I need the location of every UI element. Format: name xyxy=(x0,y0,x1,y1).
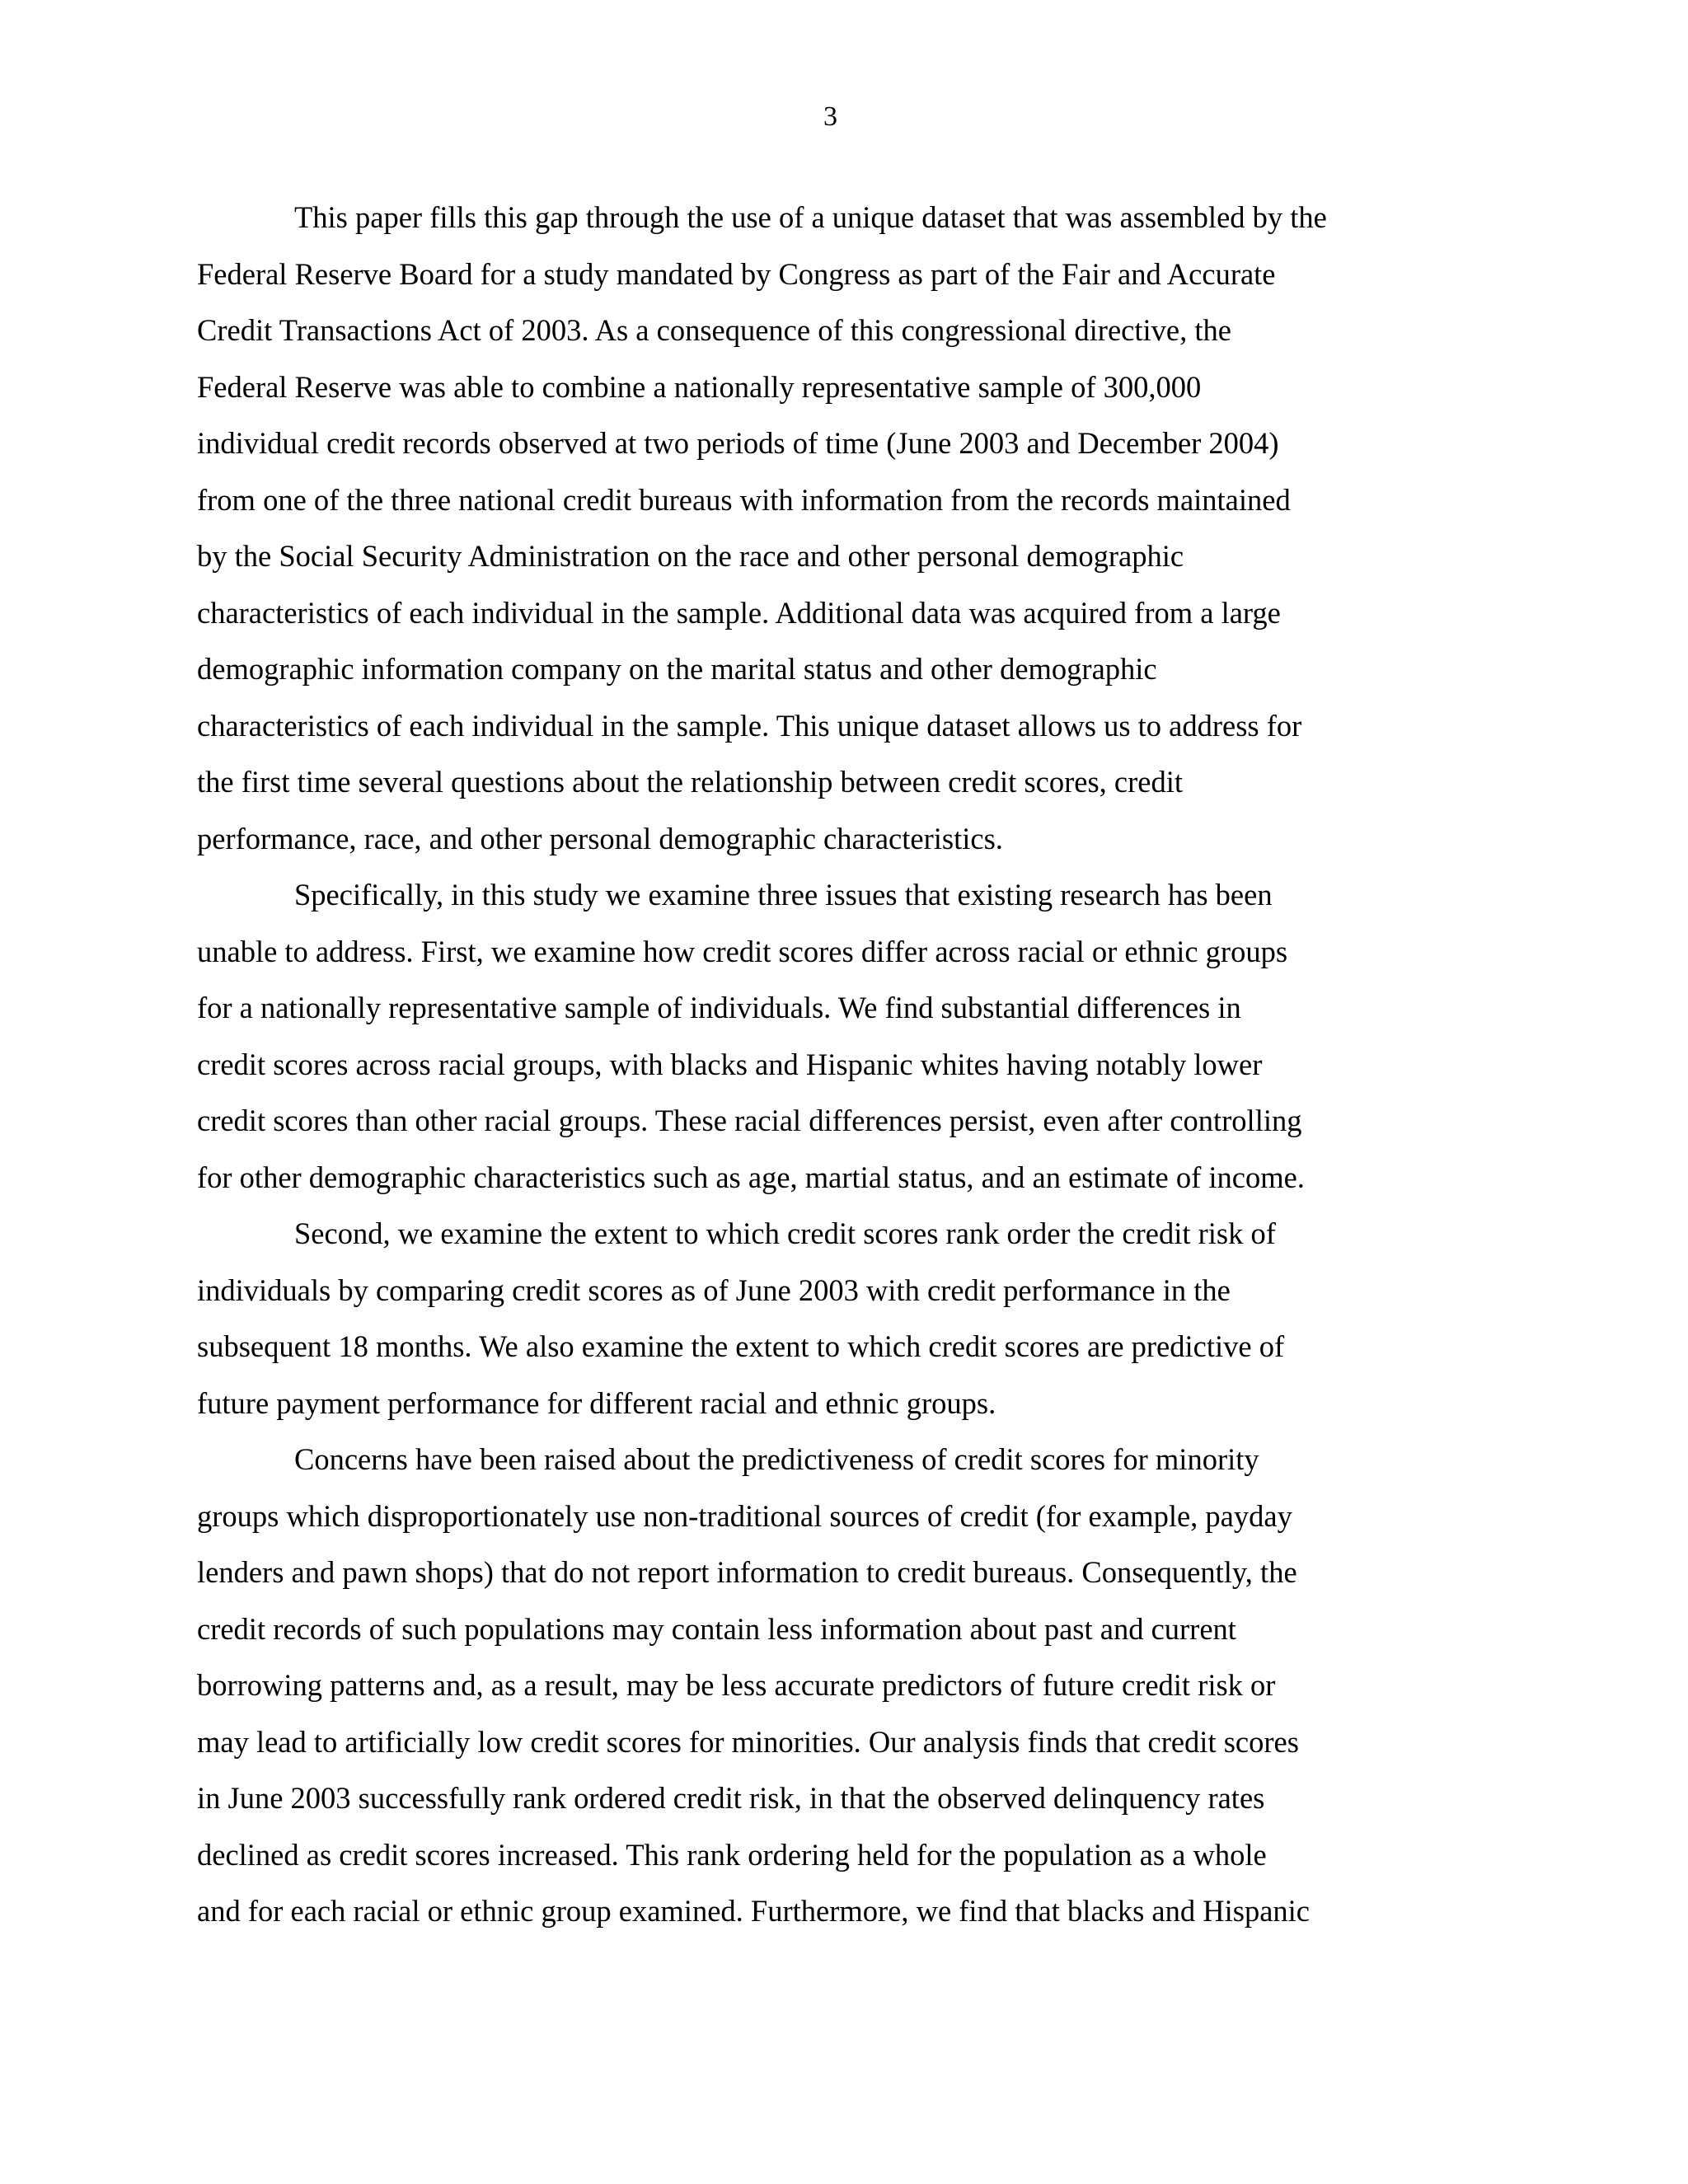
text-line: from one of the three national credit bureaus with information from the records maintained xyxy=(197,482,1291,517)
text-line: may lead to artificially low credit scores for minorities. Our analysis finds that credit scores xyxy=(197,1724,1299,1759)
text-line: credit scores than other racial groups. These racial differences persist, even after controlling xyxy=(197,1104,1302,1137)
text-line: characteristics of each individual in the sample. This unique dataset allows us to address for xyxy=(197,708,1302,743)
text-line: performance, race, and other personal demographic characteristics. xyxy=(197,821,1003,855)
text-line: Federal Reserve was able to combine a nationally representative sample of 300,000 xyxy=(197,369,1202,404)
text-line: for a nationally representative sample of individuals. We find substantial differences in xyxy=(197,991,1241,1024)
text-line: and for each racial or ethnic group examined. Furthermore, we find that blacks and Hispanic xyxy=(197,1894,1311,1928)
paragraph-data-gap xyxy=(197,190,1483,867)
text-line: individuals by comparing credit scores as of June 2003 with credit performance in the xyxy=(197,1272,1231,1307)
text-line: lenders and pawn shops) that do not report information to credit bureaus. Consequently, the xyxy=(197,1555,1297,1589)
text-line: future payment performance for different racial and ethnic groups. xyxy=(197,1385,996,1420)
text-line: characteristics of each individual in the sample. Additional data was acquired from a large xyxy=(197,595,1281,630)
text-line: Second, we examine the extent to which credit scores rank order the credit risk of xyxy=(294,1216,1276,1250)
text-line: Credit Transactions Act of 2003. As a consequence of this congressional directive, the xyxy=(197,313,1231,347)
text-line: Concerns have been raised about the predictiveness of credit scores for minority xyxy=(294,1442,1259,1476)
text-line: borrowing patterns and, as a result, may be less accurate predictors of future credit risk or xyxy=(197,1668,1276,1702)
text-line: by the Social Security Administration on the race and other personal demographic xyxy=(197,539,1184,573)
paragraph-second-issue xyxy=(197,1206,1483,1432)
text-line: for other demographic characteristics such as age, martial status, and an estimate of income. xyxy=(197,1160,1305,1194)
text-line: the first time several questions about the relationship between credit scores, credit xyxy=(197,765,1183,799)
text-line: Specifically, in this study we examine three issues that existing research has been xyxy=(294,878,1273,912)
text-line: groups which disproportionately use non-traditional sources of credit (for example, payday xyxy=(197,1498,1292,1533)
text-line: in June 2003 successfully rank ordered credit risk, in that the observed delinquency rates xyxy=(197,1781,1265,1815)
text-line: subsequent 18 months. We also examine the extent to which credit scores are predictive of xyxy=(197,1329,1285,1363)
text-line: demographic information company on the marital status and other demographic xyxy=(197,652,1157,686)
text-line: credit records of such populations may contain less information about past and current xyxy=(197,1611,1236,1646)
text-line: Federal Reserve Board for a study mandated by Congress as part of the Fair and Accurate xyxy=(197,256,1276,291)
paragraph-three-issues xyxy=(197,867,1483,1206)
page-number: 3 xyxy=(823,101,837,132)
paragraph-concerns xyxy=(197,1432,1483,1940)
text-line: individual credit records observed at two periods of time (June 2003 and December 2004) xyxy=(197,426,1279,460)
text-line: declined as credit scores increased. This rank ordering held for the population as a whole xyxy=(197,1837,1267,1872)
text-line: unable to address. First, we examine how credit scores differ across racial or ethnic groups xyxy=(197,934,1288,968)
text-line: This paper fills this gap through the use of a unique dataset that was assembled by the xyxy=(294,200,1327,234)
text-line: credit scores across racial groups, with blacks and Hispanic whites having notably lower xyxy=(197,1047,1263,1081)
body-text xyxy=(197,190,1483,1940)
